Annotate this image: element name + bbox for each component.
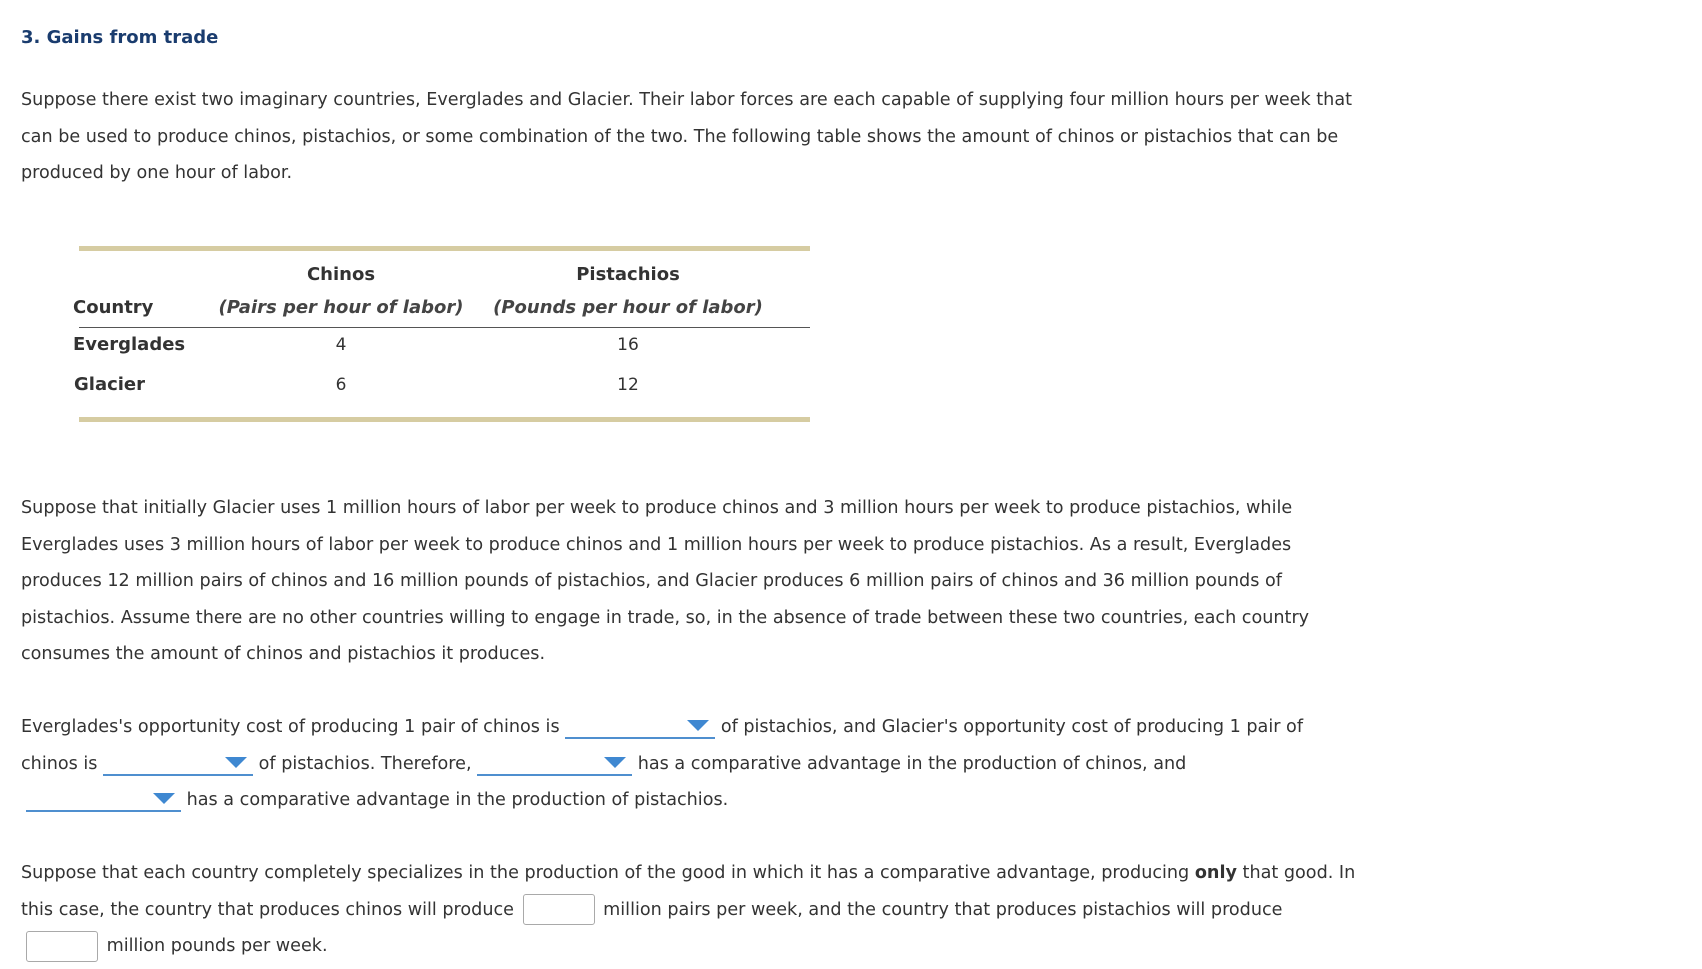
question-text: of pistachios. Therefore,: [258, 753, 472, 774]
question-text: million pounds per week.: [106, 936, 328, 956]
scenario-paragraph: [21, 490, 1309, 673]
scenario-line: produces 12 million pairs of chinos and 16 million pounds of pistachios, and Glacier produces 6 million pairs of chinos and 36 million pounds of: [21, 571, 1282, 591]
chevron-down-icon: [687, 720, 709, 731]
intro-line: Suppose there exist two imaginary countries, Everglades and Glacier. Their labor forces are each capable of supplying four million hours per week that: [21, 90, 1352, 110]
header-chinos: Chinos: [306, 264, 376, 285]
question-text: that good. In: [1242, 863, 1356, 883]
question-text: Suppose that each country completely specializes in the production of the good in which it has a comparative advantage, producing: [21, 863, 1190, 883]
scenario-line: Everglades uses 3 million hours of labor per week to produce chinos and 1 million hours per week to produce pistachios. As a result, Everglades: [21, 534, 1292, 555]
question-text: of pistachios, and Glacier's opportunity cost of producing 1 pair of: [720, 717, 1304, 737]
row-pistachios-value: 12: [617, 375, 639, 395]
question-text: chinos is: [21, 753, 98, 774]
chinos-advantage-country-dropdown[interactable]: [477, 752, 632, 776]
chinos-production-input[interactable]: [523, 894, 595, 925]
row-country: Everglades: [73, 334, 186, 355]
question-text: million pairs per week, and the country that produces pistachios will produce: [603, 899, 1283, 920]
question-text: this case, the country that produces chinos will produce: [21, 899, 514, 920]
pistachios-advantage-country-dropdown[interactable]: [26, 788, 181, 812]
header-pistachios-unit: (Pounds per hour of labor): [493, 297, 763, 318]
pistachios-production-input[interactable]: [26, 931, 98, 962]
chevron-down-icon: [604, 757, 626, 768]
row-pistachios-value: 16: [617, 335, 639, 355]
header-pistachios: Pistachios: [576, 264, 680, 285]
header-chinos-unit: (Pairs per hour of labor): [218, 297, 464, 318]
table-top-border: [79, 246, 810, 251]
emphasis-text: only: [1194, 863, 1237, 883]
table-bottom-border: [79, 417, 810, 422]
row-chinos-value: 4: [335, 335, 347, 355]
row-chinos-value: 6: [335, 375, 347, 395]
header-country: Country: [73, 297, 154, 318]
table-header-rule: [79, 327, 810, 328]
scenario-line: consumes the amount of chinos and pistachios it produces.: [21, 644, 546, 664]
intro-paragraph: [21, 82, 1352, 192]
everglades-opportunity-cost-dropdown[interactable]: [565, 715, 715, 739]
chevron-down-icon: [225, 757, 247, 768]
scenario-line: Suppose that initially Glacier uses 1 million hours of labor per week to produce chinos and 3 million hours per week to produce pistachios, while: [21, 498, 1293, 518]
intro-line: can be used to produce chinos, pistachios, or some combination of the two. The following table shows the amount of chinos or pistachios that can be: [21, 126, 1339, 147]
question-text: has a comparative advantage in the production of chinos, and: [637, 753, 1187, 774]
question-text: has a comparative advantage in the production of pistachios.: [186, 790, 729, 810]
question-text: Everglades's opportunity cost of producing 1 pair of chinos is: [21, 717, 560, 737]
scenario-line: pistachios. Assume there are no other countries willing to engage in trade, so, in the absence of trade between these two countries, each country: [21, 607, 1310, 628]
question-opportunity-cost: [21, 709, 1303, 819]
section-title: 3. Gains from trade: [21, 27, 219, 48]
glacier-opportunity-cost-dropdown[interactable]: [103, 752, 253, 776]
question-specialization: [21, 855, 1355, 965]
row-country: Glacier: [74, 374, 146, 395]
intro-line: produced by one hour of labor.: [21, 163, 293, 183]
chevron-down-icon: [153, 793, 175, 804]
